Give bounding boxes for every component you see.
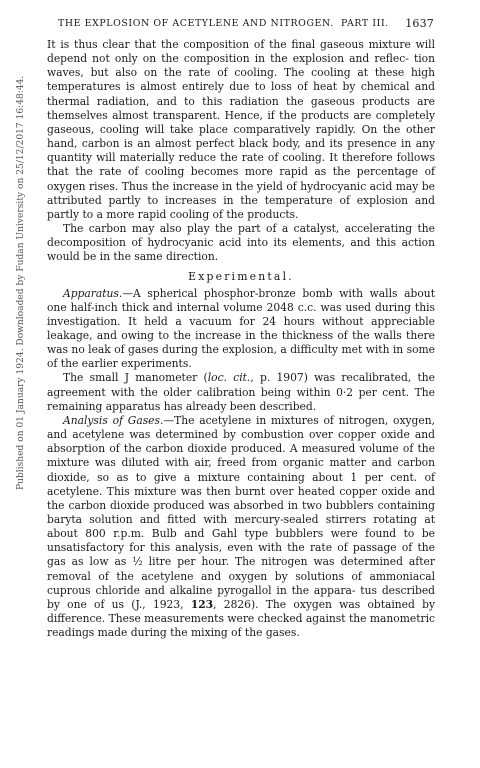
manometer-text-end: , p. 1907) was recalibrated, the agreement with the older calibration being within 0·2 per cent. The remaining apparatus has already been described. bbox=[47, 371, 436, 413]
paragraph-cooling-rate: It is thus clear that the composition of the final gaseous mixture will depend not only on the composition in the explosion and reflec- tion waves, but also on the rate of cooling. The cooling at these high temperatures is almost entirely due to loss of heat by chemical and thermal radiation, and to this radiation the gaseous products are themselves almost transparent. Hence, if the products are completely gaseous, cooling will take place comparatively rapidly. On the other hand, carbon is an almost perfect black body, and its presence in any quantity will materially reduce the rate of cooling. It therefore follows that the rate of cooling becomes more rapid as the percentage of oxygen rises. Thus the increase in the yield of hydrocyanic acid may be attributed partly to increases in the temperature of explosion and partly to a more rapid cooling of the products. bbox=[47, 38, 435, 221]
apparatus-text: —A spherical phosphor-bronze bomb with walls about one half-inch thick and internal volume 2048 c.c. was used during this investigation. It held a vacuum for 24 hours without appreciable leakage, and owing to the increase in the thickness of the walls there was no leak of gases during the explosion, a difficulty met with in some of the earlier experiments. bbox=[47, 286, 435, 371]
apparatus-run-in-head: Apparatus. bbox=[63, 286, 123, 300]
analysis-volume-number: 123 bbox=[190, 597, 214, 611]
manometer-text-start: The small J manometer ( bbox=[63, 371, 208, 385]
article-body bbox=[47, 38, 435, 640]
analysis-text-part2: , 2826). The oxygen was obtained by difference. These measurements were checked against the manometric readings made during the mixing of the gases. bbox=[47, 597, 435, 640]
paragraph-analysis-of-gases bbox=[47, 414, 435, 641]
running-head-part: PART III. bbox=[341, 18, 389, 29]
paragraph-carbon-catalyst: The carbon may also play the part of a catalyst, accelerating the decomposition of hydrocyanic acid into its elements, and this action would be in the same direction. bbox=[47, 222, 435, 264]
running-head bbox=[50, 17, 434, 31]
analysis-run-in-head: Analysis of Gases. bbox=[63, 413, 164, 427]
paragraph-apparatus bbox=[47, 287, 435, 372]
manometer-citation: loc. cit. bbox=[207, 371, 251, 385]
paragraph-manometer bbox=[47, 371, 435, 413]
page-number: 1637 bbox=[405, 17, 434, 30]
section-heading-experimental: Experimental. bbox=[188, 269, 294, 283]
running-head-title: THE EXPLOSION OF ACETYLENE AND NITROGEN. bbox=[58, 18, 334, 29]
analysis-text-part1: —The acetylene in mixtures of nitrogen, oxygen, and acetylene was determined by combustion over copper oxide and absorption of the carbon dioxide produced. A measured volume of the mixture was diluted with air, freed from organic matter and carbon dioxide, so as to give a mixture containing about 1 per cent. of acetylene. This mixture was then burnt over heated copper oxide and the carbon dioxide produced was absorbed in two bubblers containing baryta solution and fitted with mercury-sealed stirrers rotating at about 800 r.p.m. Bulb and Gahl type bubblers were found to be unsatisfactory for this analysis, even with the rate of passage of the gas as low as ½ litre per hour. The nitrogen was determined after removal of the acetylene and oxygen by solutions of ammoniacal cuprous chloride and alkaline pyrogallol in the appara- tus described by one of us (J., 1923, bbox=[47, 413, 435, 611]
download-watermark: Published on 01 January 1924. Downloaded by Fudan University on 25/12/2017 16:48:44. bbox=[16, 75, 26, 490]
